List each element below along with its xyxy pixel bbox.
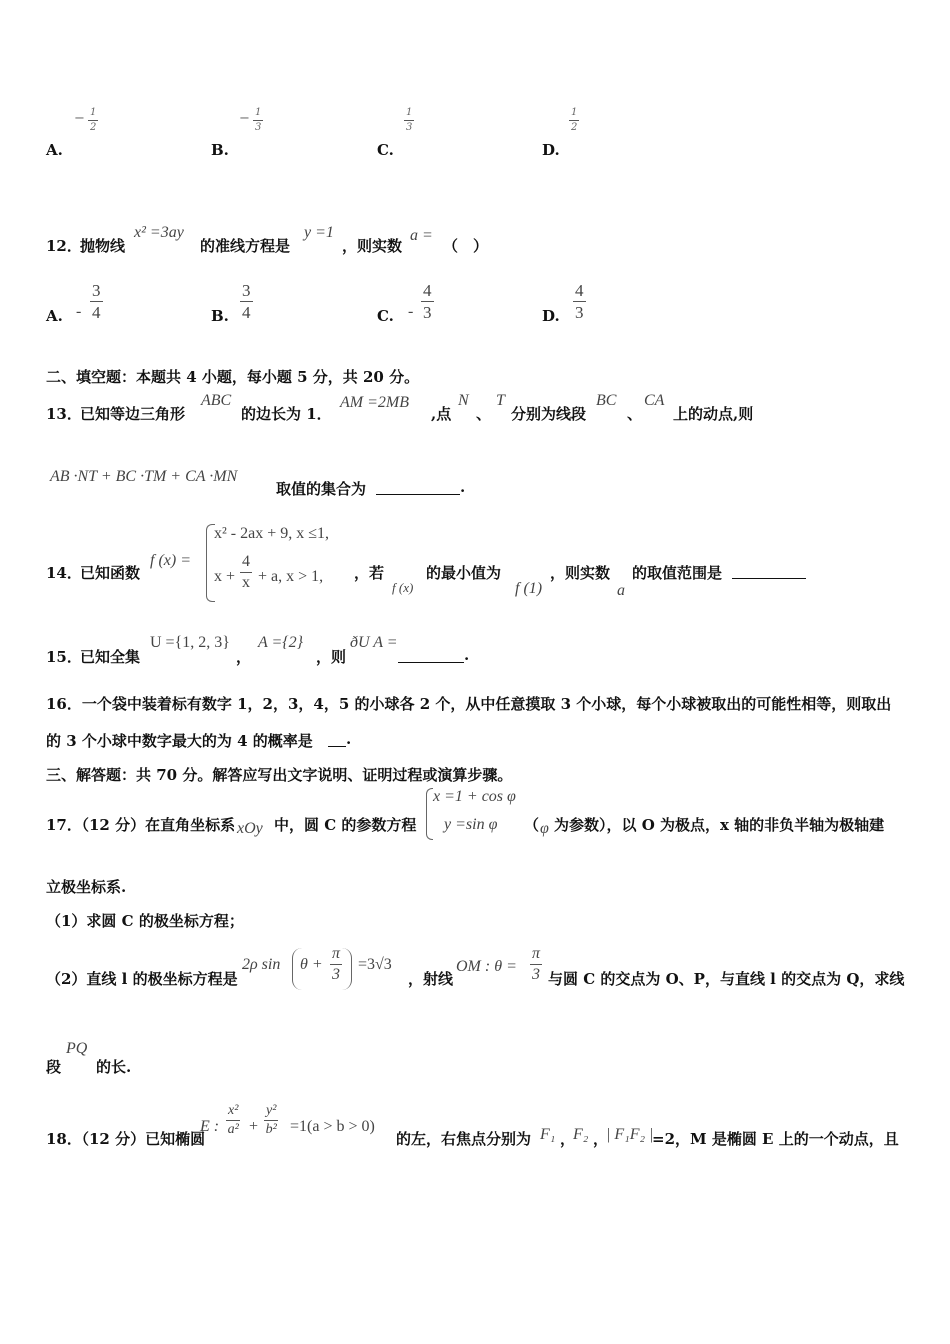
q18-stem — [46, 1100, 926, 1156]
q12-a-label: A. — [46, 307, 63, 325]
q14-answer-blank — [732, 564, 806, 579]
q17-p2-text-3: 与圆 C 的交点为 O、P，与直线 l 的交点为 Q，求线 — [548, 970, 905, 988]
q13-math-5: BC — [596, 392, 617, 409]
q17-p2-math-1b: θ + — [300, 956, 323, 973]
q17-text-1: （12 分）在直角坐标系 — [74, 816, 236, 834]
q17-p2-fraction-2: $\frac{\pi}{3}$ — [532, 945, 541, 983]
q14-text-2: ，若 — [354, 564, 385, 582]
q17-p2-text-5: 的长. — [96, 1058, 132, 1076]
q15-text-3: ，则 — [316, 648, 347, 666]
q17-p2-math-1a: 2ρ sin — [242, 956, 281, 973]
q14-case-2-fraction: $\frac{4}{x}$ — [242, 553, 250, 591]
q15-math-2: A ={2} — [258, 634, 304, 651]
q12-a-sign: - — [76, 303, 82, 320]
q15-text-1: 已知全集 — [80, 648, 141, 666]
q14-number: 14． — [46, 564, 82, 582]
q17-part-2-end — [46, 1040, 346, 1074]
q13-math-3: N — [458, 392, 469, 409]
q12-number: 12． — [46, 237, 82, 255]
q15-text-4: . — [464, 646, 470, 664]
q14-stem — [46, 520, 926, 604]
q17-case-1: x =1 + cos φ — [433, 788, 516, 805]
q18-f1f2: | F₁F₂ | — [606, 1126, 654, 1143]
q13-stem — [46, 392, 926, 422]
q12-text-4: （ ） — [443, 237, 489, 255]
q12-option-d — [542, 282, 662, 330]
q16-line-1: 16．一个袋中装着标有数字 1，2，3，4，5 的小球各 2 个，从中任意摸取 3 个小球，每个小球被取出的可能性相等，则取出 — [46, 695, 892, 713]
q14-math-3: f (1) — [515, 580, 543, 597]
q11-b-sign: − — [239, 111, 250, 126]
q12-text-1: 抛物线 — [80, 237, 126, 255]
q12-equation-2: y =1 — [304, 224, 334, 241]
q13-text-6: 、 — [627, 405, 643, 423]
q17-number: 17． — [46, 816, 82, 834]
q15-number: 15． — [46, 648, 82, 666]
q12-d-fraction: $\frac{4}{3}$ — [575, 281, 584, 322]
q18-fraction-x: $\frac{\text{x²}}{\text{a²}}$ — [227, 1103, 239, 1137]
q18-number: 18． — [46, 1130, 82, 1148]
q13-text-1: 已知等边三角形 — [80, 405, 186, 423]
q12-stem — [46, 224, 926, 254]
q18-math-1: E : — [200, 1118, 220, 1135]
q17-text-3: （ — [524, 816, 540, 834]
q18-text-1: （12 分）已知椭圆 — [74, 1130, 206, 1148]
q11-d-label: D. — [542, 141, 560, 159]
q17-text-4: 为参数），以 O 为极点，x 轴的非负半轴为极轴建 — [554, 816, 885, 834]
q15-math-1: U ={1, 2, 3} — [150, 634, 230, 651]
q12-text-3: ，则实数 — [342, 237, 403, 255]
q13-text-9: . — [460, 478, 466, 496]
q13-answer-blank — [376, 480, 460, 495]
q14-math-4: a — [617, 582, 625, 599]
q17-line-2: 立极坐标系. — [46, 878, 127, 896]
q11-b-label: B. — [211, 141, 229, 159]
q13-expression-line — [46, 466, 926, 496]
q13-number: 13． — [46, 405, 82, 423]
section-3-heading: 三、解答题：共 70 分。解答应写出文字说明、证明过程或演算步骤。 — [46, 766, 513, 784]
q14-fx: f (x) = — [150, 552, 191, 569]
q17-part-2 — [46, 944, 926, 994]
q17-p2-text-2: ，射线 — [408, 970, 454, 988]
q17-p2-text-4: 段 — [46, 1058, 62, 1076]
q14-text-5: 的取值范围是 — [632, 564, 723, 582]
q13-math-6: CA — [644, 392, 665, 409]
q13-math-2: AM =2MB — [340, 394, 409, 411]
q17-stem — [46, 786, 926, 842]
q18-text-2: 的左，右焦点分别为 — [396, 1130, 532, 1148]
q17-p2-math-1c: =3√3 — [358, 956, 392, 973]
q12-b-label: B. — [211, 307, 229, 325]
q12-d-label: D. — [542, 307, 560, 325]
q12-a-fraction: $\frac{3}{4}$ — [92, 281, 101, 322]
q18-f2: F₂ — [573, 1126, 589, 1143]
q16-line-2-wrap — [46, 730, 446, 752]
q15-text-2: ， — [236, 648, 252, 666]
q17-p2-text-1: （2）直线 l 的极坐标方程是 — [46, 970, 238, 988]
q12-equation-3: a = — [410, 227, 433, 244]
q12-text-2: 的准线方程是 — [200, 237, 291, 255]
q16-answer-blank — [328, 732, 346, 747]
q13-expression: AB ·NT + BC ·TM + CA ·MN — [50, 468, 238, 485]
q14-case-2-b: + a, x > 1, — [258, 568, 324, 585]
q18-fraction-y: $\frac{\text{y²}}{\text{b²}}$ — [265, 1103, 277, 1137]
q11-c-label: C. — [377, 141, 394, 159]
q12-option-b — [211, 282, 331, 330]
q12-b-fraction: $\frac{3}{4}$ — [242, 281, 251, 322]
q17-case-2: y =sin φ — [444, 816, 498, 833]
q12-equation-1: x² =3ay — [134, 224, 184, 241]
q13-text-3: ,点 — [431, 405, 452, 423]
q14-case-1: x² - 2ax + 9, x ≤1, — [214, 525, 330, 542]
q13-text-4: 、 — [476, 405, 492, 423]
q14-case-2-a: x + — [214, 568, 236, 585]
q18-text-5: =2，M 是椭圆 E 上的一个动点，且 — [652, 1130, 899, 1148]
q17-math-3: φ — [540, 820, 549, 837]
q15-math-3: ðU A = — [350, 634, 398, 651]
q18-f1: F₁ — [540, 1126, 556, 1143]
q12-c-fraction: $\frac{4}{3}$ — [423, 281, 432, 322]
q11-a-sign: − — [74, 111, 85, 126]
q18-text-3: ， — [560, 1130, 576, 1148]
q14-text-1: 已知函数 — [80, 564, 141, 582]
q14-text-4: ，则实数 — [550, 564, 611, 582]
q15-stem — [46, 632, 926, 666]
q17-p2-math-2: OM : θ = — [456, 958, 517, 975]
q11-a-label: A. — [46, 141, 63, 159]
q18-plus: + — [249, 1118, 259, 1135]
q12-option-a — [46, 282, 166, 330]
q11-d-fraction: $\frac{1}{2}$ — [571, 107, 578, 133]
q16-line-2: 的 3 个小球中数字最大的为 4 的概率是 — [46, 732, 313, 750]
q11-c-fraction: $\frac{1}{3}$ — [406, 107, 413, 133]
q18-math-1b: =1(a > b > 0) — [290, 1118, 375, 1135]
q13-math-4: T — [496, 392, 505, 409]
q14-text-3: 的最小值为 — [426, 564, 502, 582]
q13-math-1: ABC — [201, 392, 232, 409]
q17-text-2: 中，圆 C 的参数方程 — [274, 816, 417, 834]
q17-math-1: xOy — [237, 820, 263, 837]
q13-text-2: 的边长为 1． — [241, 405, 332, 423]
q15-answer-blank — [398, 648, 464, 663]
q12-c-sign: - — [408, 303, 414, 320]
q13-text-7: 上的动点,则 — [673, 405, 754, 423]
q14-math-2: f (x) — [392, 580, 414, 595]
q13-text-8: 取值的集合为 — [276, 480, 367, 498]
q11-b-fraction: $\frac{1}{3}$ — [255, 107, 262, 133]
q17-p2-math-4: PQ — [66, 1040, 88, 1057]
q18-text-4: ， — [593, 1130, 609, 1148]
q17-p2-fraction-1: $\frac{\pi}{3}$ — [332, 945, 341, 983]
q11-a-fraction: $\frac{1}{2}$ — [90, 107, 97, 133]
q17-param-brace — [426, 788, 433, 840]
q12-c-label: C. — [377, 307, 394, 325]
q16-end: . — [346, 730, 352, 748]
section-2-heading: 二、填空题：本题共 4 小题，每小题 5 分，共 20 分。 — [46, 368, 420, 386]
q12-option-c — [377, 282, 497, 330]
q13-text-5: 分别为线段 — [511, 405, 587, 423]
q17-part-1: （1）求圆 C 的极坐标方程； — [46, 912, 244, 930]
